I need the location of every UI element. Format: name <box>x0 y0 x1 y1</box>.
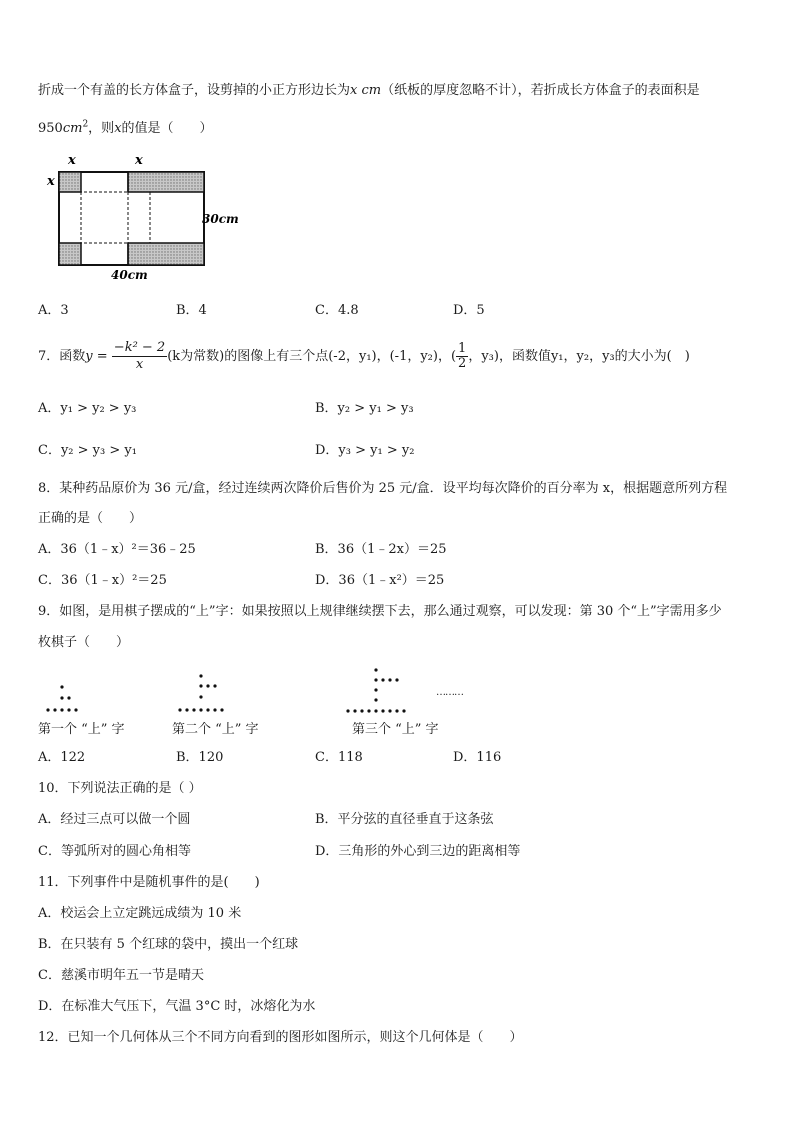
q7-option-c[interactable]: C．y₂ > y₃ > y₁ <box>38 443 137 458</box>
q7-number: 7．函数 <box>38 349 86 364</box>
q10-option-c[interactable]: C．等弧所对的圆心角相等 <box>38 844 191 859</box>
intro-then: ，则 <box>88 121 115 136</box>
q7-rest: (k为常数)的图像上有三个点(-2，y₁)，(-1，y₂)，( <box>167 349 457 364</box>
q6-option-c[interactable]: C．4.8 <box>315 303 359 318</box>
q7-denominator: x <box>135 357 144 372</box>
shaded-top-right <box>128 172 204 192</box>
figure-ellipsis: ……… <box>436 687 463 698</box>
q7-half-num: 1 <box>458 341 467 356</box>
corner-square-tl <box>59 172 81 192</box>
question-9-line-1: 9．如图，是用棋子摆成的“上”字：如果按照以上规律继续摆下去，那么通过观察，可以发现：第 30 个“上”字需用多少 <box>38 604 722 619</box>
caption-figure-1: 第一个 “上” 字 <box>38 722 125 737</box>
q8-option-d[interactable]: D．36（1﹣x²）＝25 <box>315 573 445 588</box>
q9-option-d[interactable]: D．116 <box>453 750 502 765</box>
question-9-line-2: 枚棋子（ ） <box>38 635 130 650</box>
q7-y-eq: y = <box>85 349 108 364</box>
q7-option-b[interactable]: B．y₂ > y₁ > y₃ <box>315 401 414 416</box>
label-height: 30cm <box>202 212 239 226</box>
q6-option-b[interactable]: B．4 <box>176 303 207 318</box>
question-8-line-2: 正确的是（ ） <box>38 511 143 526</box>
question-8-line-1: 8．某种药品原价为 36 元/盒，经过连续两次降价后售价为 25 元/盒．设平均每次降价的百分率为 x，根据题意所列方程 <box>38 481 728 496</box>
shaded-bottom-right <box>128 243 204 265</box>
q11-option-a[interactable]: A．校运会上立定跳远成绩为 10 米 <box>38 906 242 921</box>
q11-option-b[interactable]: B．在只装有 5 个红球的袋中，摸出一个红球 <box>38 937 299 952</box>
intro-question: 的值是（ ） <box>121 121 213 136</box>
q7-rest2: ，y₃)，函数值y₁，y₂，y₃的大小为( ) <box>468 349 690 364</box>
question-6-line-1 <box>38 82 700 100</box>
q10-option-a[interactable]: A．经过三点可以做一个圆 <box>38 812 191 827</box>
var-x: x <box>350 83 358 98</box>
q6-option-d[interactable]: D．5 <box>453 303 485 318</box>
question-11-stem: 11．下列事件中是随机事件的是( ) <box>38 875 260 890</box>
shang-dot-figure-1 <box>40 680 90 720</box>
q6-option-a[interactable]: A．3 <box>38 303 69 318</box>
var-x: x <box>114 121 122 136</box>
area-value: 950 <box>38 121 63 136</box>
corner-square-bl <box>59 243 81 265</box>
question-12-stem: 12．已知一个几何体从三个不同方向看到的图形如图所示，则这个几何体是（ ） <box>38 1030 523 1045</box>
q8-option-a[interactable]: A．36（1﹣x）²＝36﹣25 <box>38 542 196 557</box>
shang-dot-figure-2 <box>172 668 242 720</box>
label-x-side: x <box>47 174 55 189</box>
question-6-line-2 <box>38 120 213 138</box>
intro-text: 折成一个有盖的长方体盒子，设剪掉的小正方形边长为 <box>38 83 351 98</box>
question-7-stem <box>38 338 690 376</box>
q10-option-b[interactable]: B．平分弦的直径垂直于这条弦 <box>315 812 494 827</box>
shang-dot-figure-3 <box>340 662 430 720</box>
q8-option-b[interactable]: B．36（1﹣2x）＝25 <box>315 542 447 557</box>
q7-option-d[interactable]: D．y₃ > y₁ > y₂ <box>315 443 415 458</box>
label-x-top-2: x <box>135 153 143 168</box>
question-10-stem: 10．下列说法正确的是（ ） <box>38 781 202 796</box>
q11-option-d[interactable]: D．在标准大气压下，气温 3°C 时，冰熔化为水 <box>38 999 316 1014</box>
q8-option-c[interactable]: C．36（1﹣x）²＝25 <box>38 573 167 588</box>
q7-fraction <box>112 340 167 373</box>
area-unit: cm <box>62 121 83 136</box>
q9-option-b[interactable]: B．120 <box>176 750 224 765</box>
unit-cm: cm <box>361 83 382 98</box>
q10-option-d[interactable]: D．三角形的外心到三边的距离相等 <box>315 844 521 859</box>
caption-figure-2: 第二个 “上” 字 <box>172 722 259 737</box>
label-width: 40cm <box>111 268 148 282</box>
area-exponent: 2 <box>82 119 89 130</box>
q9-option-a[interactable]: A．122 <box>38 750 86 765</box>
intro-text-tail: （纸板的厚度忽略不计），若折成长方体盒子的表面积是 <box>381 83 700 98</box>
label-x-top-1: x <box>68 153 76 168</box>
q7-half-den: 2 <box>458 356 467 371</box>
q9-option-c[interactable]: C．118 <box>315 750 363 765</box>
q7-numerator: −k² − 2 <box>113 340 166 355</box>
q11-option-c[interactable]: C．慈溪市明年五一节是晴天 <box>38 968 204 983</box>
q7-option-a[interactable]: A．y₁ > y₂ > y₃ <box>38 401 137 416</box>
caption-figure-3: 第三个 “上” 字 <box>352 722 439 737</box>
box-net-figure <box>44 152 244 282</box>
q7-half-fraction <box>456 342 468 371</box>
